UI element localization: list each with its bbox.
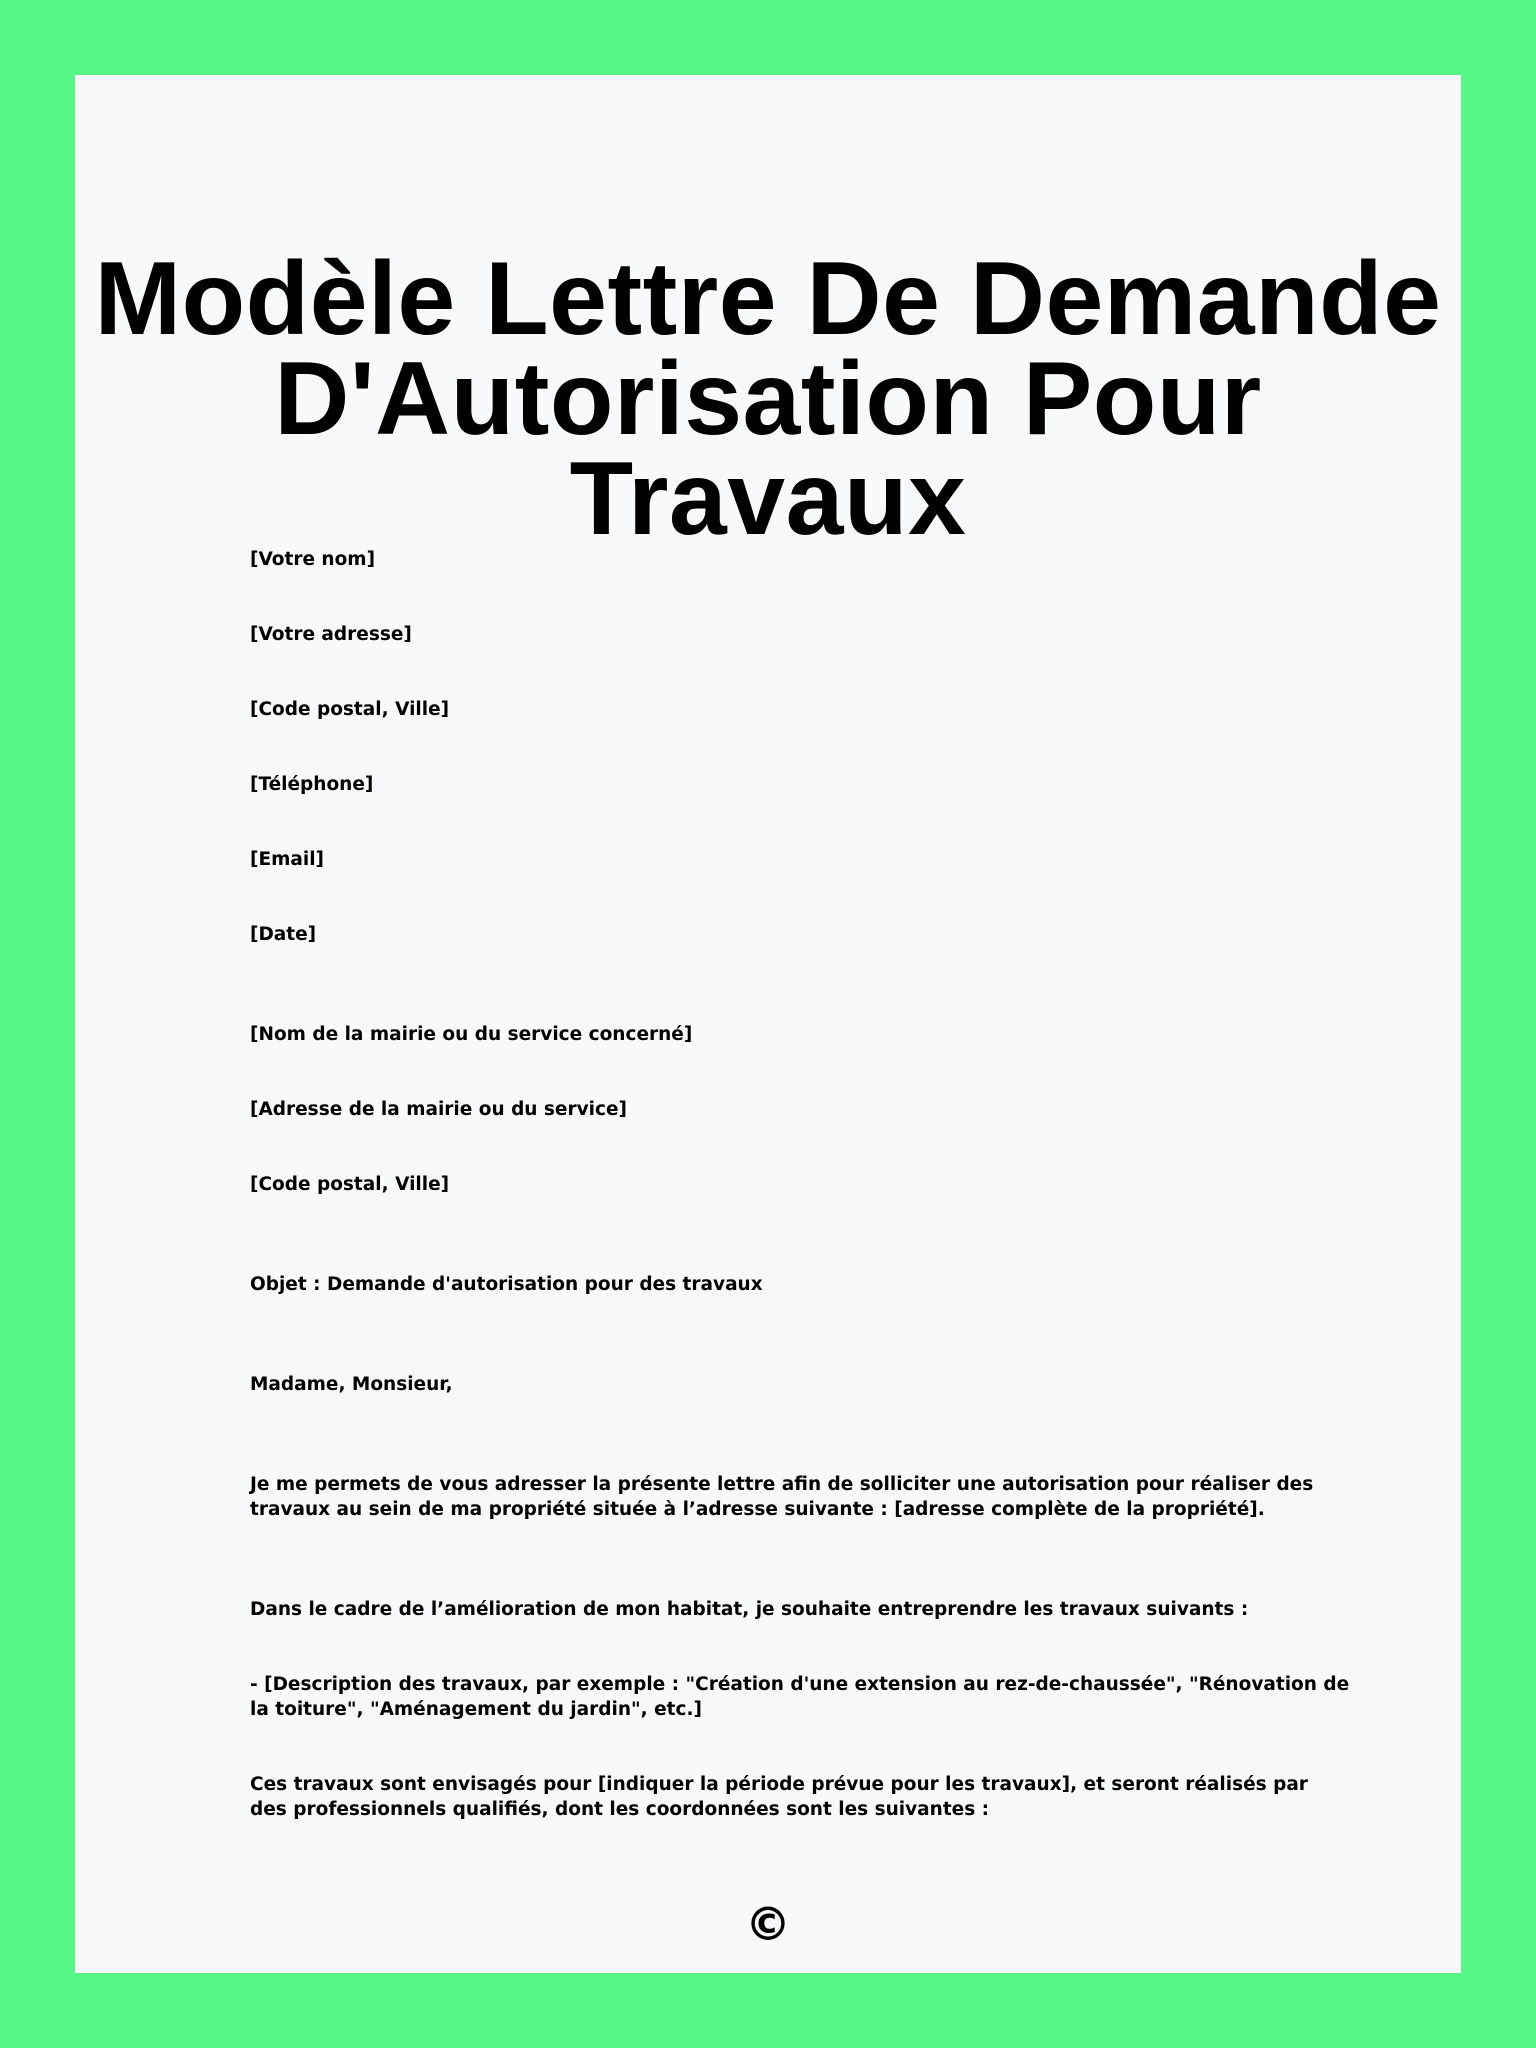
recipient-postal-city: [Code postal, Ville] (250, 1174, 450, 1195)
paragraph-intro: Je me permets de vous adresser la présente lettre afin de solliciter une autorisation pour réaliser des travaux au sein de ma propriété située à l’adresse suivante : [adresse complète de la propriété]. (250, 1474, 1314, 1520)
letter-date: [Date] (250, 924, 317, 945)
document-page (75, 75, 1461, 1973)
sender-address: [Votre adresse] (250, 624, 412, 645)
sender-email: [Email] (250, 849, 324, 870)
title-line-2: D'Autorisation Pour Travaux (274, 341, 1262, 557)
letter-salutation: Madame, Monsieur, (250, 1374, 453, 1395)
recipient-name: [Nom de la mairie ou du service concerné] (250, 1024, 693, 1045)
recipient-address: [Adresse de la mairie ou du service] (250, 1099, 627, 1120)
sender-name: [Votre nom] (250, 549, 376, 570)
letter-subject: Objet : Demande d'autorisation pour des travaux (250, 1274, 763, 1295)
sender-postal-city: [Code postal, Ville] (250, 699, 450, 720)
document-title (75, 241, 1461, 557)
copyright-symbol: © (745, 1897, 791, 1951)
title-line-1: Modèle Lettre De Demande (94, 241, 1442, 357)
sender-phone: [Téléphone] (250, 774, 374, 795)
paragraph-schedule: Ces travaux sont envisagés pour [indiquer la période prévue pour les travaux], et seront réalisés par des professionnels qualifiés, dont les coordonnées sont les suivantes : (250, 1774, 1308, 1820)
paragraph-works: - [Description des travaux, par exemple : "Création d'une extension au rez-de-chaussée", "Rénovation de la toiture", "Aménagement du jardin", etc.] (250, 1674, 1350, 1720)
paragraph-context: Dans le cadre de l’amélioration de mon habitat, je souhaite entreprendre les travaux suivants : (250, 1599, 1249, 1620)
